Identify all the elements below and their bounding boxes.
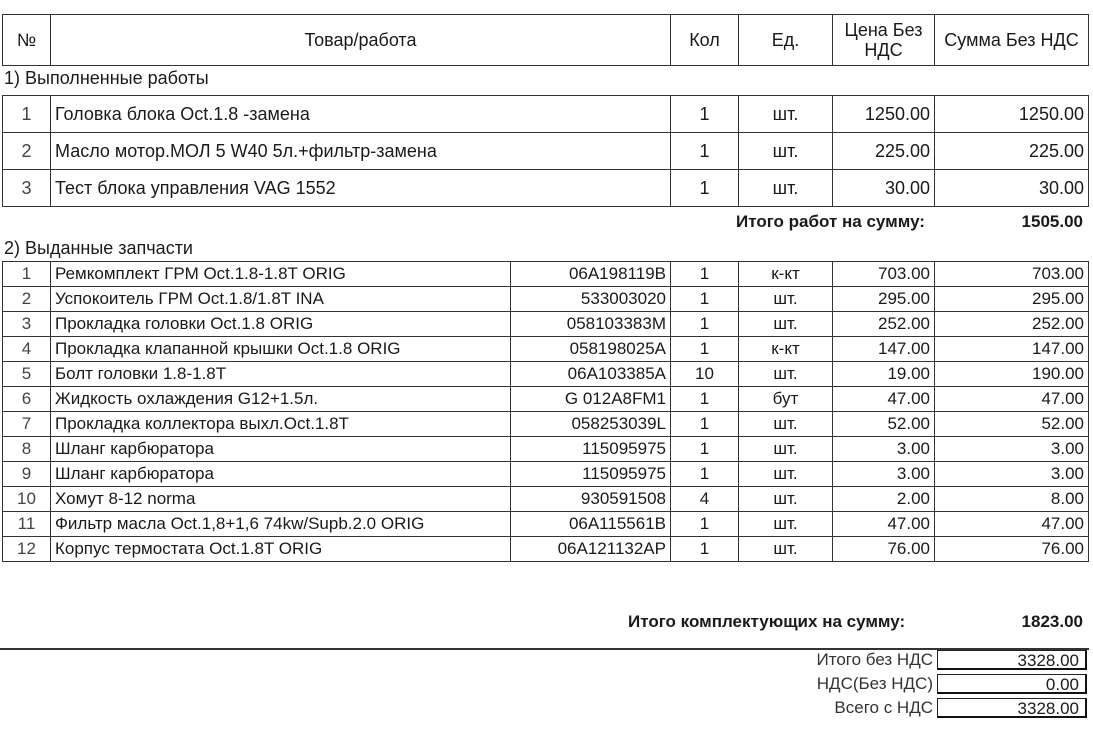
row-name: Прокладка клапанной крышки Oct.1.8 ORIG [51,337,511,362]
row-code: 06A103385A [511,362,671,387]
summary-vat-label: НДС(Без НДС) [816,674,933,693]
table-row [3,362,1089,387]
row-sum: 76.00 [935,537,1089,562]
row-price: 225.00 [833,133,935,170]
row-number: 3 [3,170,51,207]
row-number: 1 [3,262,51,287]
table-row [3,96,1089,133]
summary-with-vat [834,696,1087,720]
row-name: Успокоитель ГРМ Oct.1.8/1.8T INA [51,287,511,312]
row-qty: 1 [671,387,739,412]
row-sum: 225.00 [935,133,1089,170]
table-row [3,412,1089,437]
row-sum: 47.00 [935,512,1089,537]
works-section-title: 1) Выполненные работы [4,68,209,88]
parts-total-label: Итого комплектующих на сумму: [628,612,906,631]
row-name: Прокладка коллектора выхл.Oct.1.8T [51,412,511,437]
row-unit: шт. [739,287,833,312]
summary-vat [817,672,1087,696]
header-item: Товар/работа [51,15,671,66]
row-name: Головка блока Oct.1.8 -замена [51,96,671,133]
row-number: 12 [3,537,51,562]
row-number: 8 [3,437,51,462]
row-name: Шланг карбюратора [51,462,511,487]
header-sum: Сумма Без НДС [935,15,1089,66]
row-qty: 1 [671,462,739,487]
row-unit: шт. [739,462,833,487]
row-number: 9 [3,462,51,487]
table-row [3,287,1089,312]
row-price: 19.00 [833,362,935,387]
row-unit: шт. [739,133,833,170]
row-sum: 147.00 [935,337,1089,362]
row-code: 058253039L [511,412,671,437]
row-unit: шт. [739,537,833,562]
row-code: 930591508 [511,487,671,512]
row-price: 52.00 [833,412,935,437]
row-number: 11 [3,512,51,537]
header-table [2,14,1089,66]
row-qty: 1 [671,512,739,537]
row-unit: шт. [739,487,833,512]
table-row [3,170,1089,207]
header-row [3,15,1089,66]
parts-table [2,261,1089,562]
row-qty: 1 [671,287,739,312]
table-row [3,312,1089,337]
header-unit: Ед. [739,15,833,66]
row-number: 4 [3,337,51,362]
summary-vat-value: 0.00 [937,674,1087,694]
row-code: 058198025A [511,337,671,362]
row-unit: шт. [739,412,833,437]
row-name: Корпус термостата Oct.1.8T ORIG [51,537,511,562]
row-price: 47.00 [833,512,935,537]
row-number: 3 [3,312,51,337]
row-code: 06A121132AP [511,537,671,562]
row-number: 6 [3,387,51,412]
row-name: Хомут 8-12 norma [51,487,511,512]
row-price: 3.00 [833,462,935,487]
row-number: 2 [3,133,51,170]
row-price: 47.00 [833,387,935,412]
row-number: 10 [3,487,51,512]
works-total-value: 1505.00 [1021,212,1083,231]
table-row [3,437,1089,462]
row-unit: к-кт [739,262,833,287]
row-qty: 1 [671,437,739,462]
row-qty: 4 [671,487,739,512]
table-row [3,133,1089,170]
row-unit: шт. [739,362,833,387]
row-code: 06A115561B [511,512,671,537]
summary-with-vat-label: Всего с НДС [834,698,933,717]
row-code: 533003020 [511,287,671,312]
row-number: 1 [3,96,51,133]
row-sum: 190.00 [935,362,1089,387]
row-price: 76.00 [833,537,935,562]
row-qty: 1 [671,133,739,170]
row-sum: 703.00 [935,262,1089,287]
row-sum: 252.00 [935,312,1089,337]
row-name: Масло мотор.МОЛ 5 W40 5л.+фильтр-замена [51,133,671,170]
table-row [3,512,1089,537]
summary-no-vat [817,648,1088,672]
row-unit: шт. [739,96,833,133]
row-number: 2 [3,287,51,312]
row-unit: шт. [739,170,833,207]
row-unit: шт. [739,512,833,537]
row-name: Прокладка головки Oct.1.8 ORIG [51,312,511,337]
table-row [3,262,1089,287]
row-number: 5 [3,362,51,387]
row-qty: 1 [671,170,739,207]
table-row [3,387,1089,412]
row-code: 115095975 [511,462,671,487]
summary-no-vat-value: 3328.00 [937,650,1087,670]
table-row [3,337,1089,362]
table-row [3,462,1089,487]
row-name: Фильтр масла Oct.1,8+1,6 74kw/Supb.2.0 ORIG [51,512,511,537]
row-sum: 3.00 [935,462,1089,487]
works-total-label: Итого работ на сумму: [736,212,925,231]
row-qty: 1 [671,337,739,362]
row-qty: 1 [671,96,739,133]
row-sum: 295.00 [935,287,1089,312]
row-name: Тест блока управления VAG 1552 [51,170,671,207]
row-sum: 3.00 [935,437,1089,462]
table-row [3,487,1089,512]
row-qty: 1 [671,537,739,562]
row-qty: 1 [671,262,739,287]
header-qty: Кол [671,15,739,66]
row-price: 703.00 [833,262,935,287]
works-table [2,95,1089,207]
table-row [3,537,1089,562]
row-code: G 012A8FM1 [511,387,671,412]
row-sum: 47.00 [935,387,1089,412]
row-price: 147.00 [833,337,935,362]
row-name: Шланг карбюратора [51,437,511,462]
row-name: Жидкость охлаждения G12+1.5л. [51,387,511,412]
row-sum: 1250.00 [935,96,1089,133]
row-qty: 1 [671,412,739,437]
row-unit: бут [739,387,833,412]
header-price: Цена Без НДС [833,15,935,66]
parts-total-value: 1823.00 [1021,612,1083,631]
row-sum: 52.00 [935,412,1089,437]
row-sum: 8.00 [935,487,1089,512]
row-code: 06A198119B [511,262,671,287]
row-price: 1250.00 [833,96,935,133]
summary-no-vat-label: Итого без НДС [816,650,933,669]
row-price: 30.00 [833,170,935,207]
row-price: 252.00 [833,312,935,337]
summary-with-vat-value: 3328.00 [937,698,1087,718]
parts-section-title: 2) Выданные запчасти [4,238,193,258]
row-unit: шт. [739,312,833,337]
row-unit: к-кт [739,337,833,362]
row-code: 115095975 [511,437,671,462]
row-price: 2.00 [833,487,935,512]
row-unit: шт. [739,437,833,462]
row-sum: 30.00 [935,170,1089,207]
row-price: 295.00 [833,287,935,312]
row-price: 3.00 [833,437,935,462]
row-number: 7 [3,412,51,437]
row-qty: 10 [671,362,739,387]
row-name: Болт головки 1.8-1.8T [51,362,511,387]
row-qty: 1 [671,312,739,337]
row-name: Ремкомплект ГРМ Oct.1.8-1.8T ORIG [51,262,511,287]
row-code: 058103383M [511,312,671,337]
header-num: № [3,15,51,66]
